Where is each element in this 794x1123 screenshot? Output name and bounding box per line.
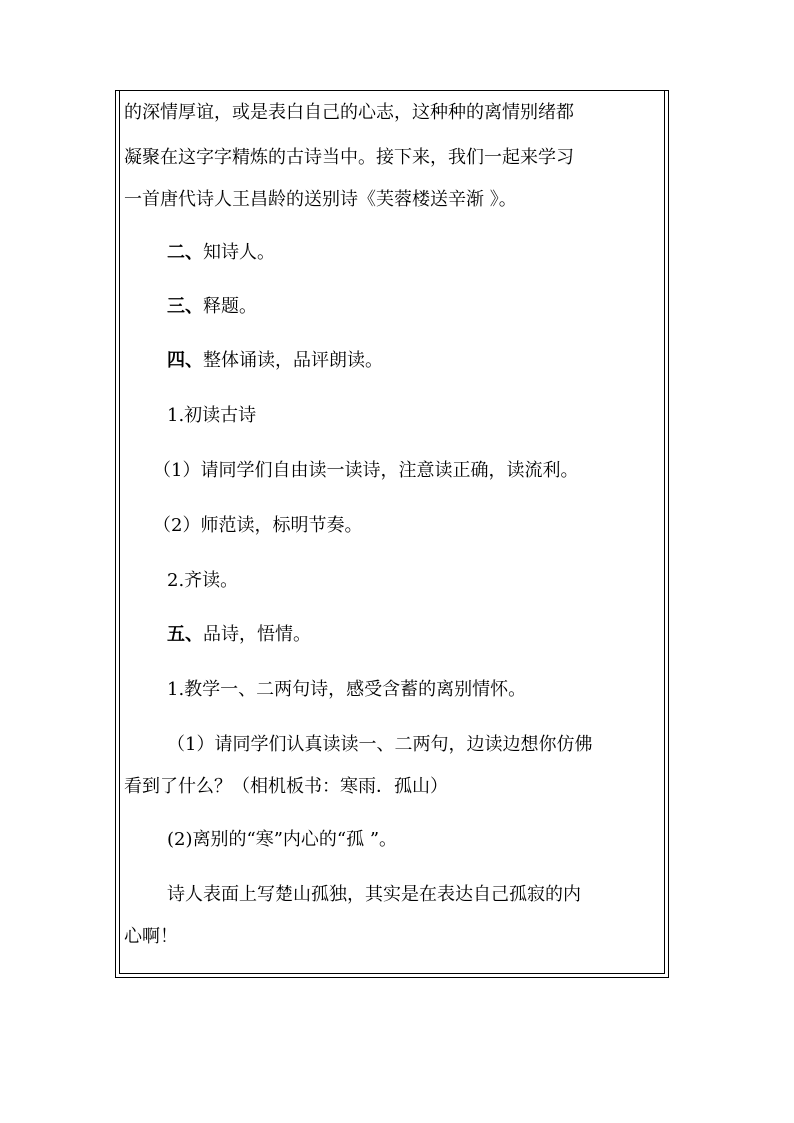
list-item-line: （1）请同学们认真读读一、二两句，边读边想你仿佛 (167, 734, 593, 755)
paragraph-line: 凝聚在这字字精炼的古诗当中。接下来，我们一起来学习 (124, 147, 574, 168)
paragraph-line: 心啊！ (124, 926, 178, 947)
list-item-line: 看到了什么？（相机板书：寒雨．孤山） (124, 776, 448, 797)
section-number: 二、 (167, 242, 203, 263)
list-item: (2)离别的“寒”内心的“孤 ”。 (167, 829, 398, 850)
section-title: 知诗人。 (203, 242, 275, 263)
section-number: 五、 (167, 624, 203, 645)
list-item: （2）师范读，标明节奏。 (153, 515, 363, 536)
paragraph-line: 诗人表面上写楚山孤独，其实是在表达自己孤寂的内 (167, 884, 581, 905)
subsection-item: 1.教学一、二两句诗，感受含蓄的离别情怀。 (167, 679, 527, 700)
subsection-item: 1.初读古诗 (167, 405, 257, 426)
paragraph-line: 的深情厚谊，或是表白自己的心志，这种种的离情别绪都 (124, 102, 574, 123)
section-number: 四、 (167, 350, 203, 371)
section-title: 整体诵读，品评朗读。 (203, 350, 383, 371)
section-heading-5 (167, 622, 311, 648)
section-number: 三、 (167, 296, 203, 317)
section-title: 释题。 (203, 296, 257, 317)
section-heading-4 (167, 348, 383, 374)
section-heading-3 (167, 294, 257, 320)
paragraph-line: 一首唐代诗人王昌龄的送别诗《芙蓉楼送辛渐 》。 (124, 189, 517, 210)
subsection-item: 2.齐读。 (167, 570, 239, 591)
list-item: （1）请同学们自由读一读诗，注意读正确，读流利。 (153, 460, 579, 481)
section-title: 品诗，悟情。 (203, 624, 311, 645)
section-heading-2 (167, 240, 275, 266)
